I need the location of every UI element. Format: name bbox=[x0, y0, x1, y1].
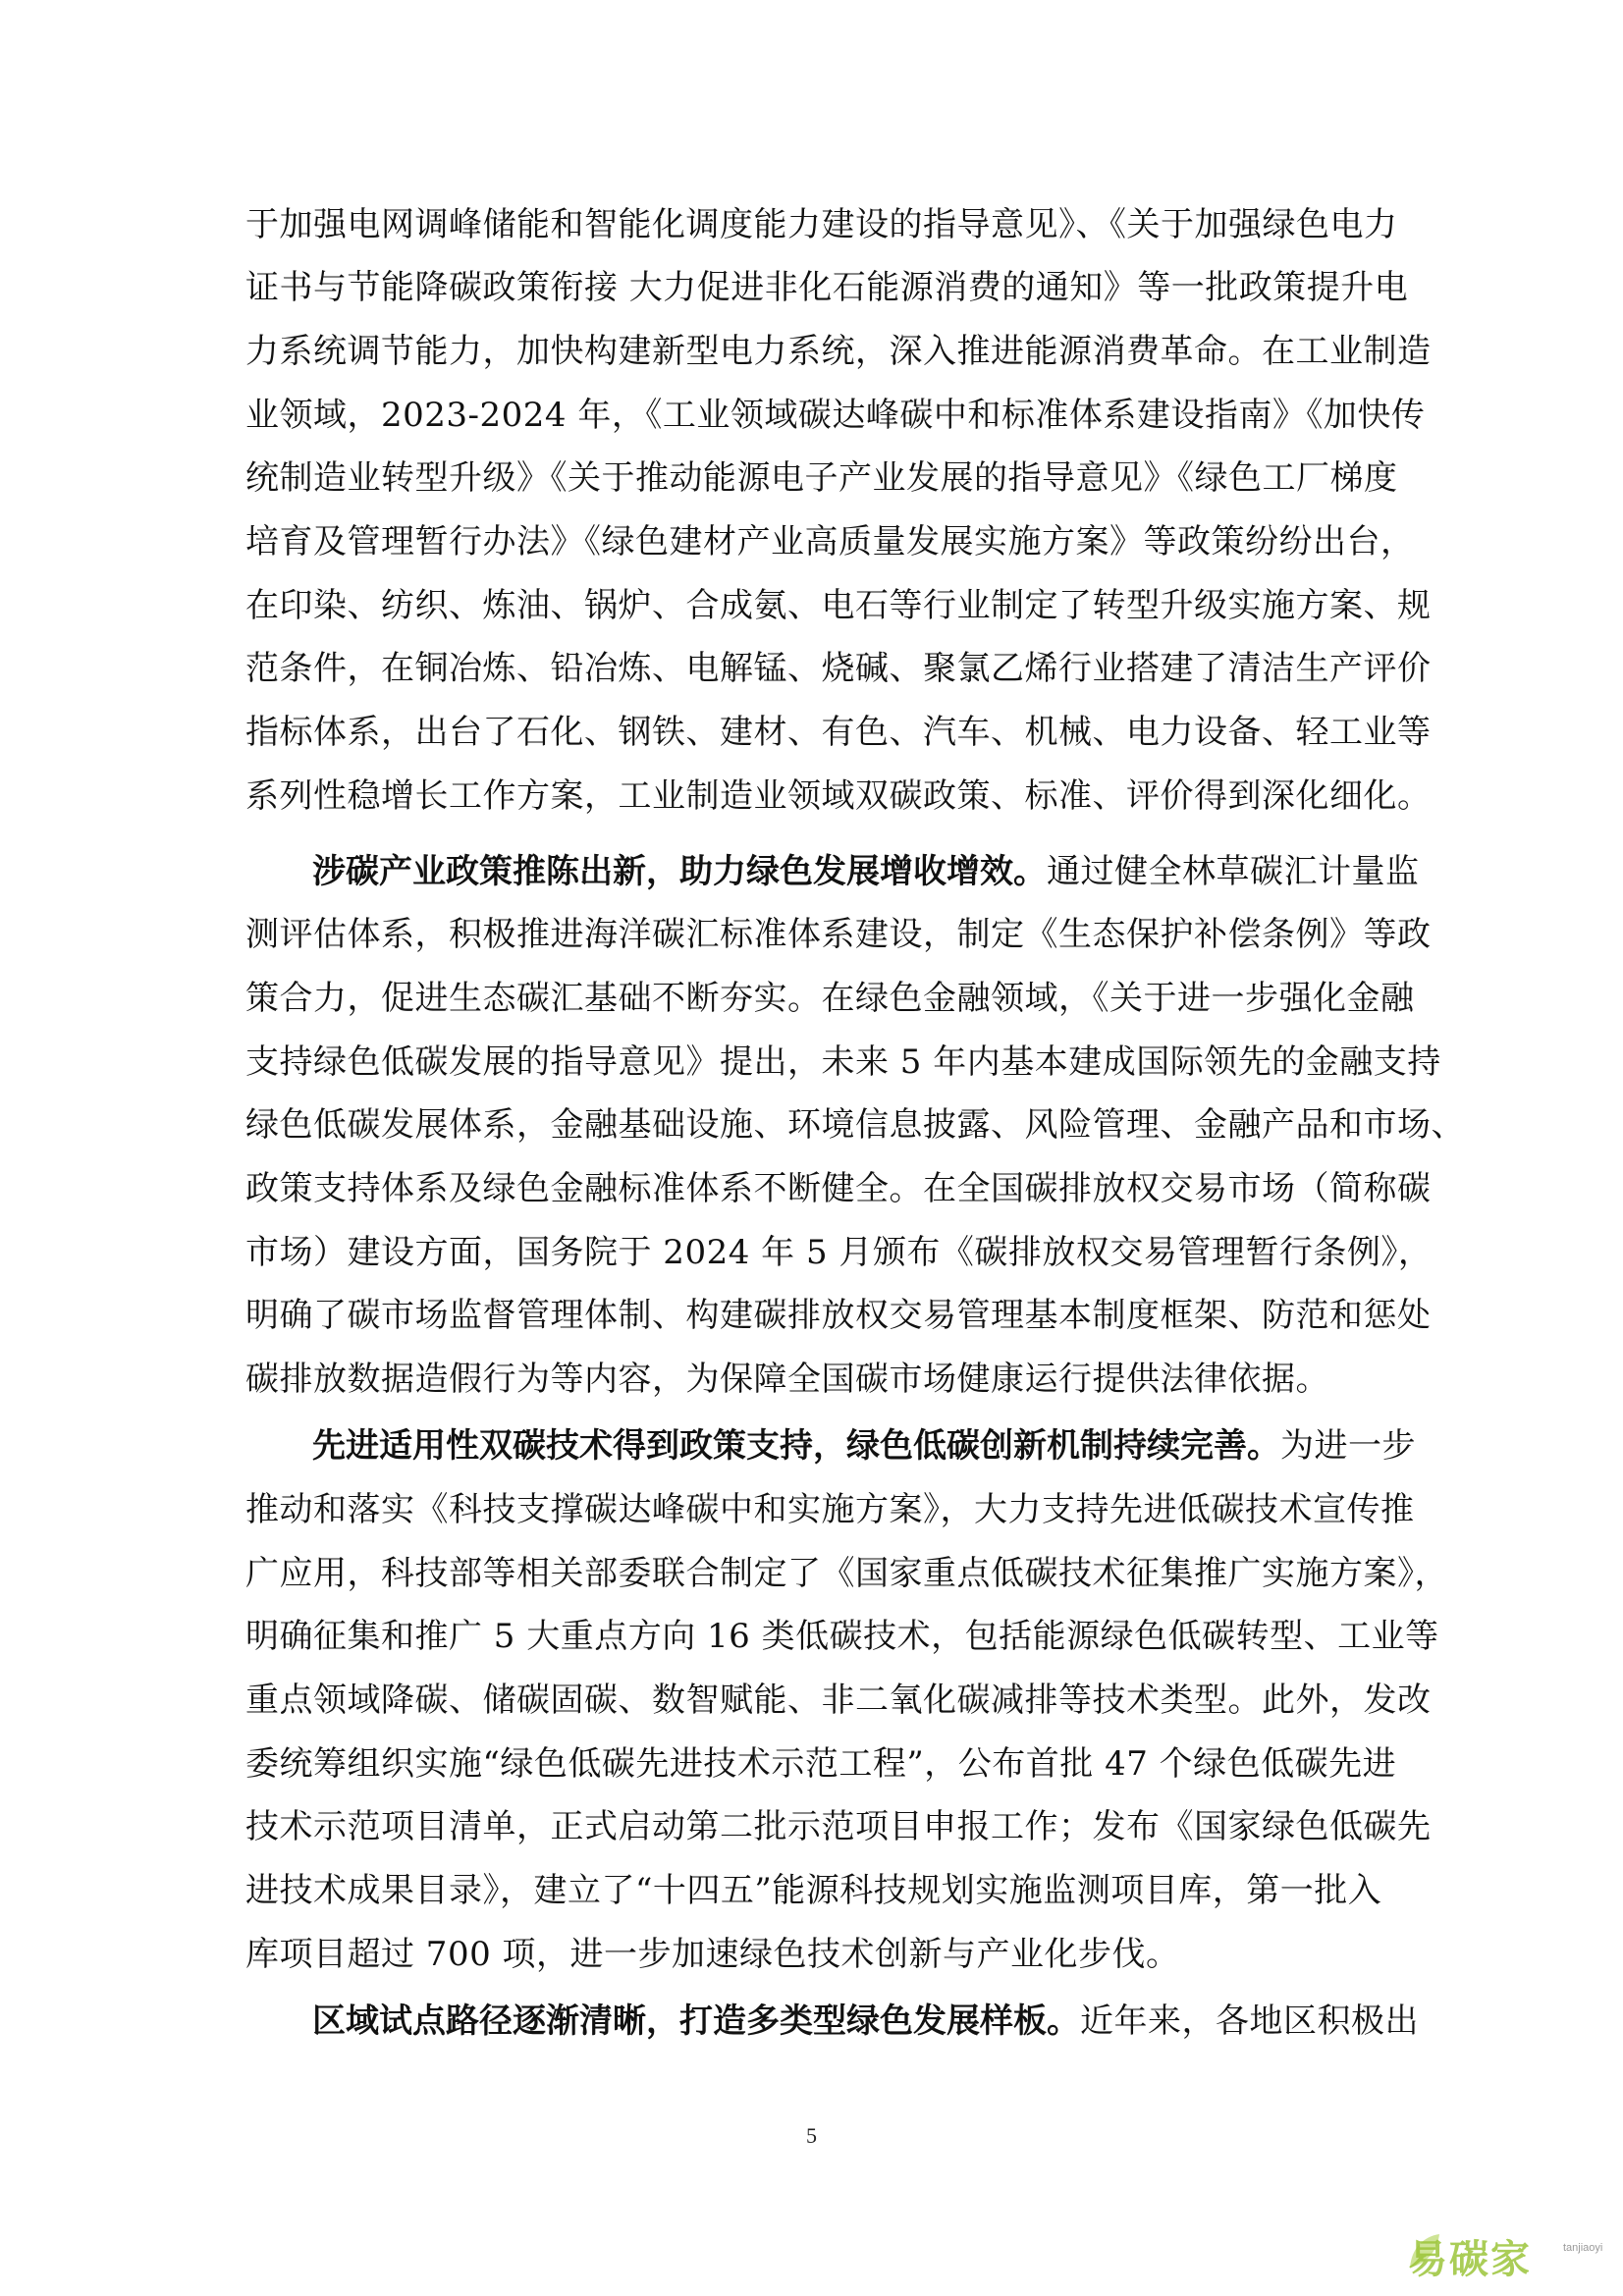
paragraph-line: 推动和落实《科技支撑碳达峰碳中和实施方案》，大力支持先进低碳技术宣传推 bbox=[245, 1490, 1415, 1529]
paragraph-line: 业领域，2023-2024 年，《工业领域碳达峰碳中和标准体系建设指南》《加快传 bbox=[245, 396, 1426, 435]
paragraph-line: 支持绿色低碳发展的指导意见》提出，未来 5 年内基本建成国际领先的金融支持 bbox=[245, 1042, 1441, 1082]
paragraph-line: 在印染、纺织、炼油、锅炉、合成氨、电石等行业制定了转型升级实施方案、规 bbox=[245, 586, 1432, 625]
paragraph-line: 碳排放数据造假行为等内容，为保障全国碳市场健康运行提供法律依据。 bbox=[245, 1360, 1329, 1399]
paragraph-line: 绿色低碳发展体系，金融基础设施、环境信息披露、风险管理、金融产品和市场、 bbox=[245, 1105, 1465, 1145]
watermark-url: tanjiaoyi bbox=[1563, 2242, 1603, 2254]
paragraph-heading: 先进适用性双碳技术得到政策支持，绿色低碳创新机制持续完善。 bbox=[312, 1426, 1280, 1466]
paragraph-line: 统制造业转型升级》《关于推动能源电子产业发展的指导意见》《绿色工厂梯度 bbox=[245, 458, 1398, 498]
paragraph-line: 证书与节能降碳政策衔接 大力促进非化石能源消费的通知》等一批政策提升电 bbox=[245, 268, 1409, 307]
paragraph-line: 策合力，促进生态碳汇基础不断夯实。在绿色金融领域，《关于进一步强化金融 bbox=[245, 979, 1415, 1018]
watermark-logo bbox=[1404, 2228, 1610, 2283]
paragraph-first-line bbox=[312, 1994, 1419, 2049]
paragraph-line: 广应用，科技部等相关部委联合制定了《国家重点低碳技术征集推广实施方案》， bbox=[245, 1554, 1448, 1593]
paragraph-line: 进技术成果目录》，建立了“十四五”能源科技规划实施监测项目库，第一批入 bbox=[245, 1871, 1382, 1910]
paragraph-heading: 区域试点路径逐渐清晰，打造多类型绿色发展样板。 bbox=[312, 2002, 1080, 2041]
paragraph-heading: 涉碳产业政策推陈出新，助力绿色发展增收增效。 bbox=[312, 852, 1047, 891]
paragraph-line: 技术示范项目清单，正式启动第二批示范项目申报工作；发布《国家绿色低碳先 bbox=[245, 1807, 1432, 1846]
paragraph-line: 明确了碳市场监督管理体制、构建碳排放权交易管理基本制度框架、防范和惩处 bbox=[245, 1296, 1432, 1335]
paragraph-first-line bbox=[312, 1418, 1416, 1473]
paragraph-line: 测评估体系，积极推进海洋碳汇标准体系建设，制定《生态保护补偿条例》等政 bbox=[245, 915, 1432, 954]
paragraph-line: 于加强电网调峰储能和智能化调度能力建设的指导意见》、《关于加强绿色电力 bbox=[245, 205, 1398, 244]
paragraph-text: 近年来，各地区积极出 bbox=[1080, 2002, 1419, 2041]
paragraph-line: 委统筹组织实施“绿色低碳先进技术示范工程”，公布首批 47 个绿色低碳先进 bbox=[245, 1744, 1397, 1784]
paragraph-first-line bbox=[312, 844, 1420, 899]
page-number: 5 bbox=[806, 2123, 817, 2148]
paragraph-line: 政策支持体系及绿色金融标准体系不断健全。在全国碳排放权交易市场（简称碳 bbox=[245, 1169, 1432, 1208]
paragraph-line: 市场）建设方面，国务院于 2024 年 5 月颁布《碳排放权交易管理暂行条例》， bbox=[245, 1233, 1433, 1272]
paragraph-line: 库项目超过 700 项，进一步加速绿色技术创新与产业化步伐。 bbox=[245, 1935, 1180, 1974]
paragraph-line: 力系统调节能力，加快构建新型电力系统，深入推进能源消费革命。在工业制造 bbox=[245, 332, 1432, 371]
watermark-brand: 易碳家 bbox=[1408, 2237, 1532, 2282]
paragraph-line: 指标体系，出台了石化、钢铁、建材、有色、汽车、机械、电力设备、轻工业等 bbox=[245, 713, 1432, 752]
paragraph-line: 系列性稳增长工作方案，工业制造业领域双碳政策、标准、评价得到深化细化。 bbox=[245, 776, 1432, 816]
paragraph-line: 重点领域降碳、储碳固碳、数智赋能、非二氧化碳减排等技术类型。此外，发改 bbox=[245, 1681, 1432, 1720]
paragraph-text: 为进一步 bbox=[1280, 1426, 1416, 1466]
paragraph-line: 明确征集和推广 5 大重点方向 16 类低碳技术，包括能源绿色低碳转型、工业等 bbox=[245, 1617, 1439, 1656]
paragraph-line: 范条件，在铜冶炼、铅冶炼、电解锰、烧碱、聚氯乙烯行业搭建了清洁生产评价 bbox=[245, 649, 1432, 688]
paragraph-text: 通过健全林草碳汇计量监 bbox=[1047, 852, 1420, 891]
paragraph-line: 培育及管理暂行办法》《绿色建材产业高质量发展实施方案》等政策纷纷出台， bbox=[245, 522, 1415, 561]
